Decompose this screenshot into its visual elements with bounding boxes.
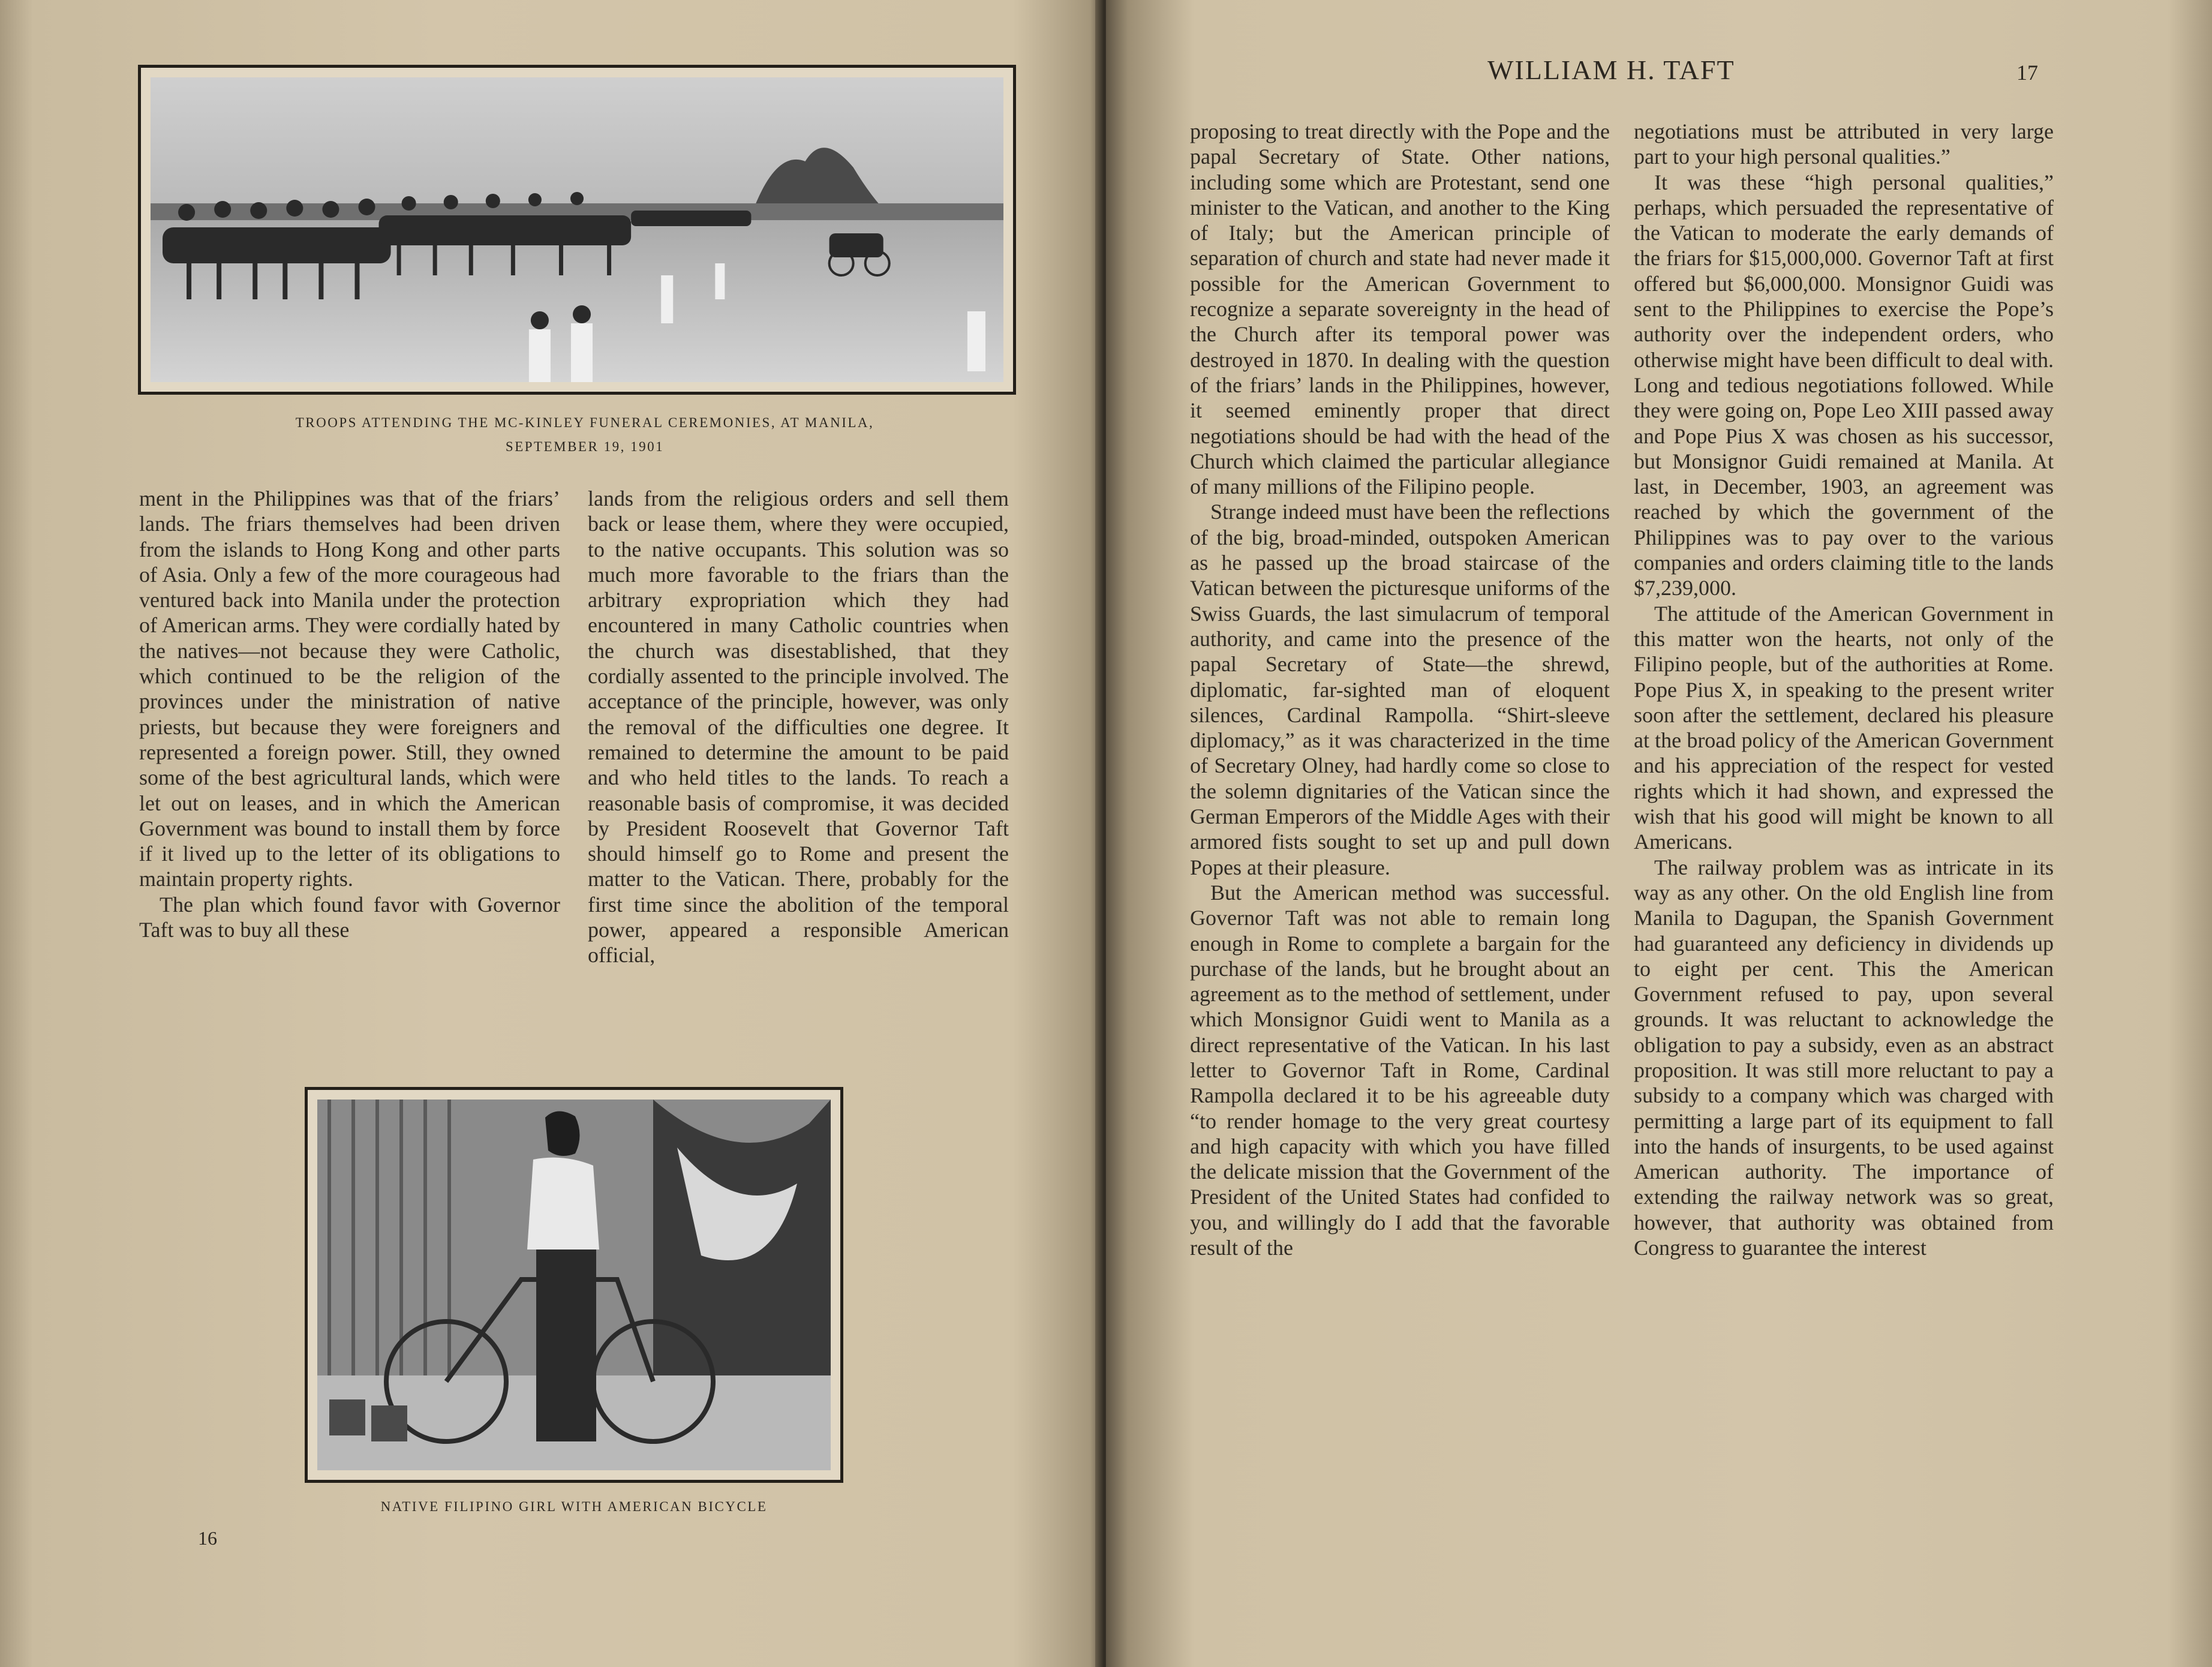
top-photo-caption: TROOPS ATTENDING THE MC-KINLEY FUNERAL CEREMONIES, AT MANILA, SEPTEMBER 19, 1901 [295,415,874,454]
bottom-photo-caption: NATIVE FILIPINO GIRL WITH AMERICAN BICYCLE [380,1499,768,1514]
troops-parade-image [151,77,1003,382]
paragraph: lands from the religious orders and sell them back or lease them, where they were occupied, to the native occupants. This solution was so much more favorable to the friars than the arbitrary expropriation which they had encountered in many Catholic countries when the church was disestablished, that they cordially assented to the principle involved. The acceptance of the principle, however, was only the removal of the difficulties one degree. It remained to determine the amount to be paid and who held titles to the lands. To reach a reasonable basis of compromise, it was decided by President Roosevelt that Governor Taft should himself go to Rome and present the matter to the Vatican. There, probably for the first time since the abolition of the temporal power, appeared a responsible American official, [588,486,1009,968]
right-page-column-1 [1190,119,1610,1260]
paragraph: proposing to treat directly with the Pope and the papal Secretary of State. Other nations, including some which are Protestant, send one minister to the Vatican, and another to the King of Italy; but the American principle of separation of church and state had never made it possible for the American Government to recognize a separate sovereignty in the head of the Church after its temporal power was destroyed in 1870. In dealing with the question of the friars’ lands in the Philippines, however, it seemed eminently proper that direct negotiations should be had with the head of the Church which claimed the particular allegiance of many millions of the Filipino people. [1190,119,1610,499]
left-page [0,0,1101,1667]
page-number-right: 17 [2016,61,2038,85]
troops-photo [138,65,1016,395]
paragraph: Strange indeed must have been the reflections of the big, broad-minded, outspoken American as he passed up the broad staircase of the Vatican between the picturesque uniforms of the Swiss Guards, the last simulacrum of temporal authority, and came into the presence of the papal Secretary of State—the shrewd, diplomatic, far-sighted man of eloquent silences, Cardinal Rampolla. “Shirt-sleeve diplomacy,” as it was characterized in the time of Secretary Olney, had hardly come so close to the solemn dignitaries of the Vatican since the German Emperors of the Middle Ages with their armored fists sought to set up and pull down Popes at their pleasure. [1190,500,1610,879]
paragraph: But the American method was successful. Governor Taft was not able to remain long enough in Rome to complete a bargain for the purchase of the lands, but he brought about an agreement as to the method of settlement, under which Monsignor Guidi went to Manila as a direct representative of the Vatican. In his last letter to Governor Taft in Rome, Cardinal Rampolla declared it to be his agreeable duty “to render homage to the very great courtesy and high capacity with which you have filled the delicate mission that the Government of the President of the United States had confided to you, and willingly do I add that the favorable result of the [1190,880,1610,1260]
paragraph: The railway problem was as intricate in its way as any other. On the old English line from Manila to Dagupan, the Spanish Government had guaranteed any deficiency in dividends up to eight per cent. This the American Government refused to pay, upon several grounds. It was reluctant to acknowledge the obligation to pay a subsidy, even as an abstract proposition. It was still more reluctant to pay a subsidy to a company which was charged with permitting a large part of its equipment to fall into the hands of insurgents, to be used against American authority. The importance of extending the railway network was so great, however, that authority was obtained from Congress to guarantee the interest [1634,855,2054,1260]
left-page-column-2 [588,486,1009,968]
right-page [1106,0,2212,1667]
paragraph: The plan which found favor with Governor Taft was to buy all these [139,892,560,942]
left-page-column-1 [139,486,560,942]
paragraph: It was these “high personal qualities,” perhaps, which persuaded the representative of the Vatican to moderate the early demands of the friars for $15,000,000. Governor Taft at first offered but $6,000,000. Monsignor Guidi was sent to the Philippines to exercise the Pope’s authority over the independent orders, who otherwise might have been difficult to deal with. Long and tedious negotiations followed. While they were going on, Pope Leo XIII passed away and Pope Pius X was chosen as his successor, but Monsignor Guidi remained at Manila. At last, in December, 1903, an agreement was reached by which the government of the Philippines was to pay over to the various companies and orders claiming title to the lands $7,239,000. [1634,170,2054,600]
paragraph: The attitude of the American Government in this matter won the hearts, not only of the Filipino people, but of the authorities at Rome. Pope Pius X, in speaking to the present writer soon after the settlement, declared his pleasure at the broad policy of the American Government and his appreciation of the respect for vested rights which it had shown, and expressed the wish that his good will might be known to all Americans. [1634,601,2054,854]
paragraph: ment in the Philippines was that of the friars’ lands. The friars themselves had been driven from the islands to Hong Kong and other parts of Asia. Only a few of the more courageous had ventured back into Manila under the protection of American arms. They were cordially hated by the natives—not because they were Catholic, which continued to be the religion of the provinces under the ministration of native priests, but because they were foreigners and represented a foreign power. Still, they owned some of the best agricultural lands, which were let out on leases, and in which the American Government was bound to install them by force if it lived up to the letter of its obligations to maintain property rights. [139,486,560,891]
running-head: WILLIAM H. TAFT [1487,55,1735,85]
paragraph: negotiations must be attributed in very large part to your high personal qualities.” [1634,119,2054,169]
right-page-column-2 [1634,119,2054,1260]
page-number-left: 16 [198,1527,217,1549]
filipino-girl-photo [305,1087,843,1483]
girl-with-bicycle-image [317,1100,831,1470]
